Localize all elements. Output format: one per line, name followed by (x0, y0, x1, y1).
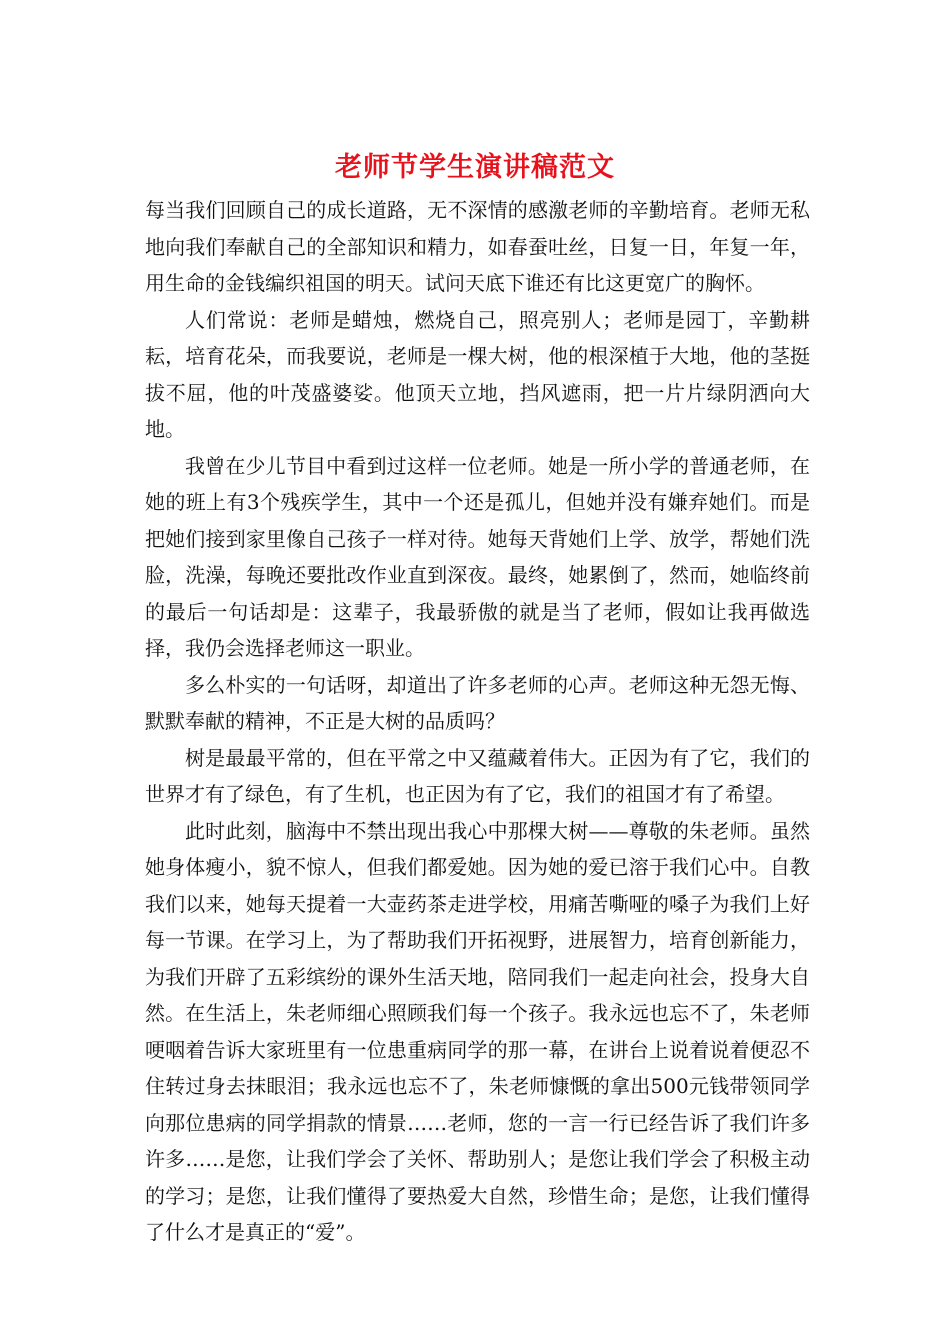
paragraph-3: 我曾在少儿节目中看到过这样一位老师。她是一所小学的普通老师，在她的班上有3个残疾学生，其中一个还是孤儿，但她并没有嫌弃她们。而是把她们接到家里像自己孩子一样对待。她每天背她们上学、放学，帮她们洗脸，洗澡，每晚还要批改作业直到深夜。最终，她累倒了，然而，她临终前的最后一句话却是：这辈子，我最骄傲的就是当了老师，假如让我再做选择，我仍会选择老师这一职业。 (145, 453, 810, 660)
paragraph-6: 此时此刻，脑海中不禁出现出我心中那棵大树——尊敬的朱老师。虽然她身体瘦小，貌不惊人，但我们都爱她。因为她的爱已溶于我们心中。自教我们以来，她每天提着一大壶药茶走进学校，用痛苦嘶哑的嗓子为我们上好每一节课。在学习上，为了帮助我们开拓视野，进展智力，培育创新能力，为我们开辟了五彩缤纷的课外生活天地，陪同我们一起走向社会，投身大自然。在生活上，朱老师细心照顾我们每一个孩子。我永远也忘不了，朱老师哽咽着告诉大家班里有一位患重病同学的那一幕，在讲台上说着说着便忍不住转过身去抹眼泪；我永远也忘不了，朱老师慷慨的拿出500元钱带领同学向那位患病的同学捐款的情景……老师，您的一言一行已经告诉了我们许多许多……是您，让我们学会了关怀、帮助别人；是您让我们学会了积极主动的学习；是您，让我们懂得了要热爱大自然，珍惜生命；是您，让我们懂得了什么才是真正的“爱”。 (145, 818, 810, 1244)
paragraph-5: 树是最最平常的，但在平常之中又蕴藏着伟大。正因为有了它，我们的世界才有了绿色，有了生机，也正因为有了它，我们的祖国才有了希望。 (145, 745, 810, 806)
document-title: 老师节学生演讲稿范文 (335, 152, 615, 183)
document-body (145, 192, 810, 1251)
paragraph-4: 多么朴实的一句话呀，却道出了许多老师的心声。老师这种无怨无悔、默默奉献的精神，不正是大树的品质吗？ (145, 672, 810, 733)
paragraph-2: 人们常说：老师是蜡烛，燃烧自己，照亮别人；老师是园丁，辛勤耕耘，培育花朵，而我要说，老师是一棵大树，他的根深植于大地，他的茎挺拔不屈，他的叶茂盛婆娑。他顶天立地，挡风遮雨，把一片片绿阴洒向大地。 (145, 307, 810, 441)
paragraph-1: 每当我们回顾自己的成长道路，无不深情的感激老师的辛勤培育。老师无私地向我们奉献自己的全部知识和精力，如春蚕吐丝，日复一日，年复一年，用生命的金钱编织祖国的明天。试问天底下谁还有比这更宽广的胸怀。 (145, 198, 810, 295)
